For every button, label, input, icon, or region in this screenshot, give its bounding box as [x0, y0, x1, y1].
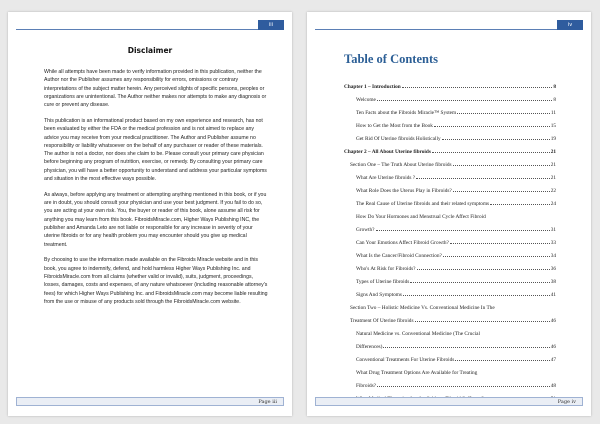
- toc-entry[interactable]: [344, 200, 556, 208]
- toc-dot-leader: [457, 113, 550, 114]
- toc-entry-text: Types of Uterine fibroids: [356, 278, 410, 285]
- toc-entry-text: Differences): [356, 343, 383, 350]
- toc-dot-leader: [490, 204, 550, 205]
- toc-dot-leader: [403, 295, 550, 296]
- paragraph: While all attempts have been made to verify information provided in this publication, neither the Author nor the Publisher assumes any responsibility for errors, omissions or contrary interpretations of the subject matter herein. Any perceived slights of specific persons, peoples or organizations are unintentional. The Author neither makes nor attempts to make any diagnosis or cure or prevent any disease.: [44, 69, 267, 109]
- table-of-contents-page: [307, 12, 591, 416]
- toc-entry[interactable]: [344, 265, 556, 273]
- toc-dot-leader: [442, 139, 550, 140]
- toc-dot-leader: [377, 100, 552, 101]
- toc-dot-leader: [415, 321, 550, 322]
- toc-dot-leader: [432, 152, 550, 153]
- toc-dot-leader: [376, 230, 550, 231]
- toc-entry[interactable]: [344, 83, 556, 91]
- toc-entry[interactable]: [344, 291, 556, 299]
- header-page-tag: iii: [258, 20, 284, 30]
- toc-entry-text: The Real Cause of Uterine fibroids and their related symptoms: [356, 200, 490, 207]
- toc-entry-text: Who's At Risk for Fibroids?: [356, 265, 416, 272]
- toc-page-number: 31: [550, 226, 556, 233]
- toc-entry-text: Welcome: [356, 96, 376, 103]
- toc-entry[interactable]: [344, 161, 556, 169]
- toc-dot-leader: [453, 191, 550, 192]
- toc-entry[interactable]: [344, 174, 556, 182]
- toc-entry-text: How to Get the Most from the Book: [356, 122, 433, 129]
- toc-entry-text: Chapter 2 – All About Uterine fibroids: [344, 148, 431, 155]
- toc-entry[interactable]: [344, 317, 556, 325]
- toc-entry-text: What Is the Cancer/Fibroid Connection?: [356, 252, 442, 259]
- toc-page-number: 48: [550, 382, 556, 389]
- page-title: Disclaimer: [127, 46, 173, 55]
- toc-entry-text: Section One – The Truth About Uterine fibroids: [350, 161, 452, 168]
- footer-bar: [315, 397, 583, 406]
- toc-dot-leader: [416, 178, 550, 179]
- toc-entry-text: Treatment Of Uterine fibroids: [350, 317, 414, 324]
- toc-page-number: 21: [550, 174, 556, 181]
- toc-entry[interactable]: [344, 278, 556, 286]
- toc-dot-leader: [443, 256, 550, 257]
- toc-entry-text: Signs And Symptoms: [356, 291, 402, 298]
- toc-page-number: 38: [550, 278, 556, 285]
- toc-entry[interactable]: [344, 135, 556, 143]
- toc-entry[interactable]: [344, 187, 556, 195]
- toc-page-number: 15: [550, 122, 556, 129]
- toc-entry-text: Fibroids?: [356, 382, 377, 389]
- toc-entry[interactable]: [344, 382, 556, 390]
- header-rule: [16, 20, 284, 30]
- toc-page-number: 22: [550, 187, 556, 194]
- disclaimer-body: [44, 68, 270, 314]
- toc-page-number: 46: [550, 343, 556, 350]
- toc-entry-text: Growth?: [356, 226, 375, 233]
- page-number: Page iii: [258, 399, 277, 405]
- toc-entry-text: Get Rid Of Uterine fibroids Holistically: [356, 135, 441, 142]
- toc-dot-leader: [434, 126, 550, 127]
- toc-entry-text[interactable]: How Do Your Hormones and Menstrual Cycle Affect Fibroid: [356, 213, 486, 220]
- page-title: Table of Contents: [344, 52, 438, 66]
- toc-page-number: 46: [550, 317, 556, 324]
- toc-page-number: 19: [550, 135, 556, 142]
- toc-entry[interactable]: [344, 356, 556, 364]
- toc-entry[interactable]: [344, 343, 556, 351]
- toc-entry[interactable]: [344, 96, 556, 104]
- paragraph: By choosing to use the information made available on the Fibroids Miracle website and in this book, you agree to indemnify, defend, and hold harmless Higher Ways Publishing Inc. and FibroidsMiracle.com from all claims (whether valid or invalid), suits, judgment, proceedings, losses, damages, costs and expenses, of any nature whatsoever (including reasonable attorney's fees) for which Higher Ways Publishing Inc. and FibroidsMiracle.com may become liable resulting from the use or misuse of any products sold through the FibroidsMiracle.com website.: [44, 257, 268, 305]
- toc-entry-text: Can Your Emotions Affect Fibroid Growth?: [356, 239, 449, 246]
- toc-entry[interactable]: [344, 109, 556, 117]
- toc-entry[interactable]: [344, 148, 556, 156]
- toc-dot-leader: [453, 165, 550, 166]
- toc-page-number: 34: [550, 252, 556, 259]
- toc-entry-text: What Role Does the Uterus Play in Fibroids?: [356, 187, 452, 194]
- toc-entry[interactable]: [344, 252, 556, 260]
- toc-entry-text[interactable]: Section Two – Holistic Medicine Vs. Conventional Medicine In The: [350, 304, 495, 311]
- toc-entry-text: Chapter 1 – Introduction: [344, 84, 401, 90]
- toc-entry-text[interactable]: What Drug Treatment Options Are Available for Treating: [356, 369, 478, 376]
- toc-entry[interactable]: [344, 122, 556, 130]
- toc-page-number: 8: [553, 84, 556, 90]
- toc-dot-leader: [383, 347, 549, 348]
- toc-entry-text[interactable]: Natural Medicine vs. Conventional Medicine (The Crucial: [356, 330, 480, 337]
- toc-dot-leader: [417, 269, 550, 270]
- toc-dot-leader: [410, 282, 549, 283]
- paragraph: This publication is an informational product based on my own experience and research, has not been evaluated by either the FDA or the medical profession and is not aimed to replace any advice you may receive from your medical practitioner. The Author and Publisher assume no responsibility or liability whatsoever on the behalf of any purchaser or reader of these materials. The author is not a doctor, nor does she claim to be. Please consult your primary care physician before beginning any program of nutrition, exercise, or remedy. By consulting your primary care physician, you will have a better opportunity to understand and address your particular symptoms and situation in the most effective ways possible.: [44, 117, 267, 183]
- toc-page-number: 24: [550, 200, 556, 207]
- toc-dot-leader: [377, 386, 550, 387]
- toc-page-number: 36: [550, 265, 556, 272]
- toc-page-number: 21: [550, 148, 556, 155]
- toc-entry[interactable]: [344, 226, 556, 234]
- toc-page-number: 41: [550, 291, 556, 298]
- toc-page-number: 47: [550, 356, 556, 363]
- toc-dot-leader: [450, 243, 550, 244]
- footer-bar: [16, 397, 284, 406]
- header-page-tag: iv: [557, 20, 583, 30]
- toc-entry[interactable]: [344, 239, 556, 247]
- page-number: Page iv: [557, 399, 576, 405]
- toc-entry-text: Conventional Treatments For Uterine Fibroids: [356, 356, 455, 363]
- toc-entry-text: What Are Uterine fibroids ?: [356, 174, 416, 181]
- toc-page-number: 11: [550, 109, 556, 116]
- disclaimer-page: [8, 12, 292, 416]
- toc-entry-text: Ten Facts about the Fibroids Miracle™ System: [356, 109, 457, 116]
- toc-page-number: 21: [550, 161, 556, 168]
- paragraph: As always, before applying any treatment or attempting anything mentioned in this book, or if you are in doubt, you should consult your physician and use your best judgment. If you fail to do so, you are acting at your own risk. You, the buyer or reader of this book, alone assume all risk for anything you may learn from this book. FibroidsMiracle.com, Higher Ways Publishing INC, the publisher and Amanda Leto are not liable or responsible for any increase in severity of your uterine fibroids or for any health problem you may encounter should you give up medical treatment.: [44, 191, 267, 248]
- toc-page-number: 8: [553, 96, 556, 103]
- toc-list: [344, 83, 556, 408]
- header-rule: [315, 20, 583, 30]
- toc-page-number: 33: [550, 239, 556, 246]
- toc-dot-leader: [402, 87, 553, 88]
- toc-dot-leader: [455, 360, 549, 361]
